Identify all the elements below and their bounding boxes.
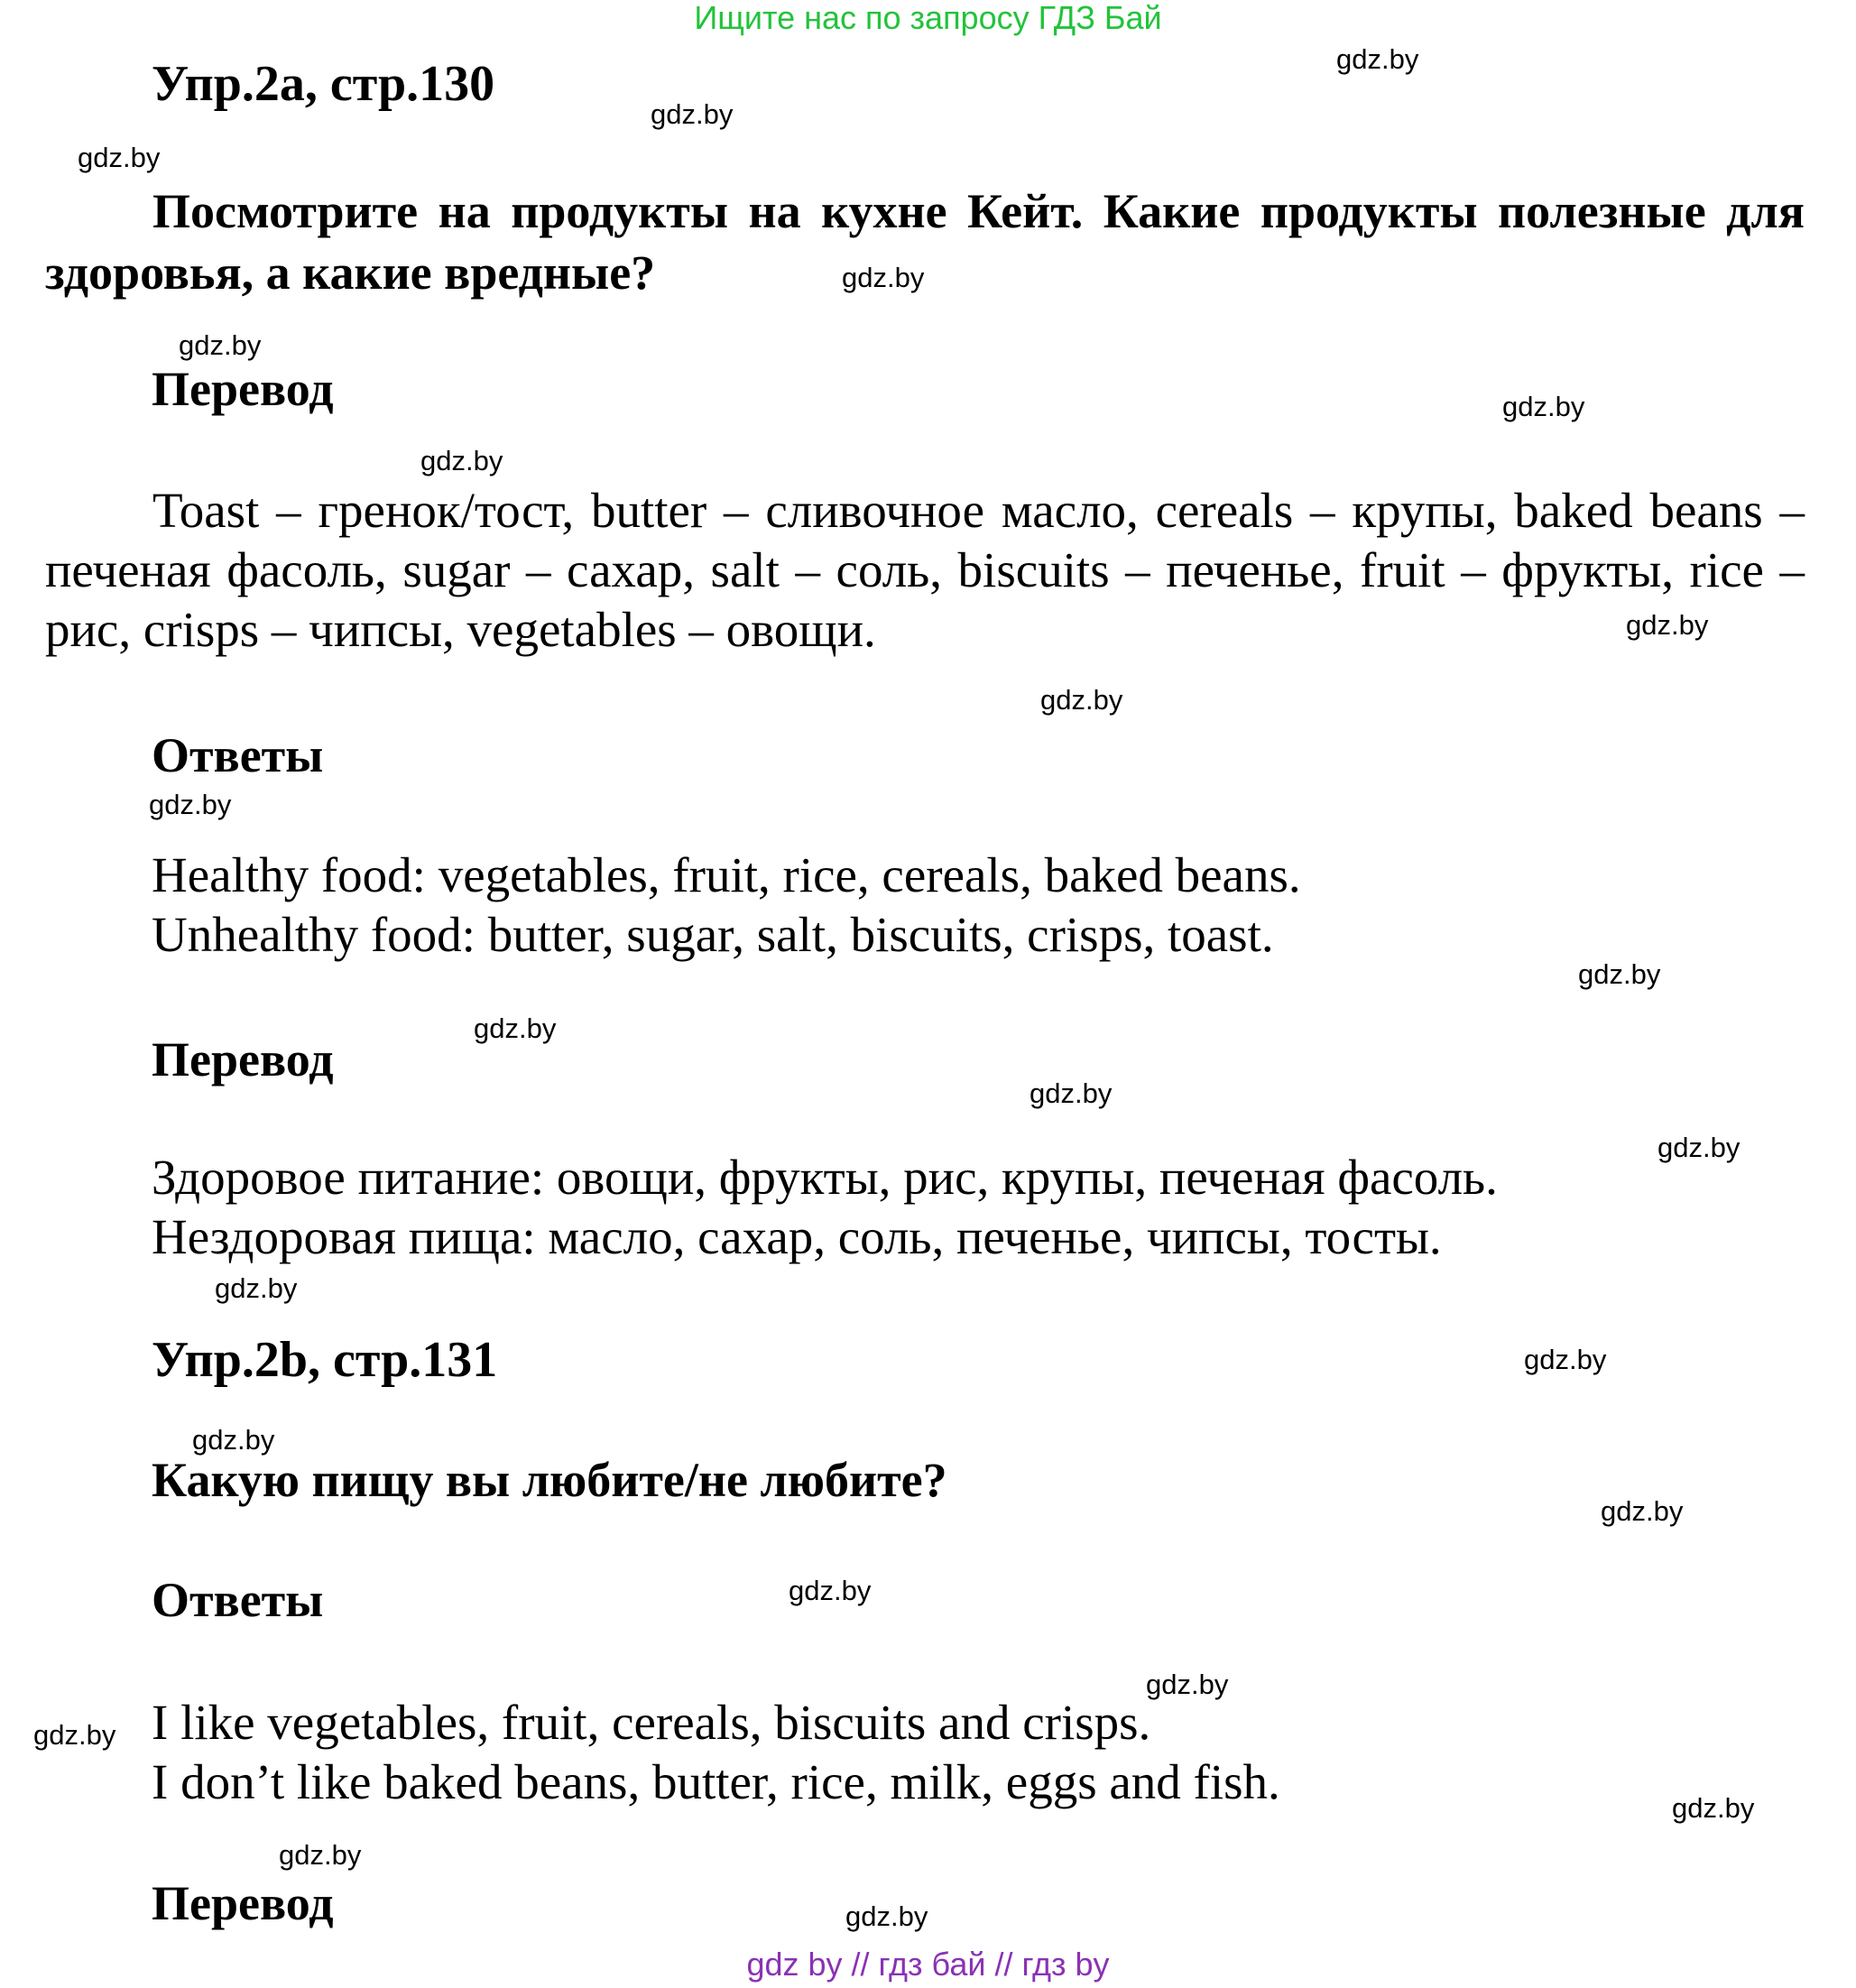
exercise-a-title: Упр.2а, стр.130 [152, 56, 495, 112]
exercise-a-translation2-heading: Перевод [152, 1032, 334, 1086]
watermark: gdz.by [1040, 684, 1123, 716]
exercise-b-answer-like: I like vegetables, fruit, cereals, biscuits and crisps. [152, 1695, 1151, 1750]
exercise-a-translation-heading: Перевод [152, 362, 334, 416]
watermark: gdz.by [474, 1012, 557, 1044]
watermark: gdz.by [1578, 958, 1661, 990]
exercise-a-translation-healthy: Здоровое питание: овощи, фрукты, рис, крупы, печеная фасоль. [152, 1150, 1498, 1205]
top-banner: Ищите нас по запросу ГДЗ Бай [694, 0, 1162, 36]
watermark: gdz.by [651, 98, 734, 130]
watermark: gdz.by [192, 1424, 275, 1456]
exercise-a-answer-healthy: Healthy food: vegetables, fruit, rice, cereals, baked beans. [152, 847, 1301, 902]
watermark: gdz.by [1657, 1132, 1741, 1163]
exercise-b-answer-dislike: I don’t like baked beans, butter, rice, milk, eggs and fish. [152, 1754, 1280, 1809]
exercise-a-answers-heading: Ответы [152, 728, 324, 782]
exercise-a-translation-unhealthy: Нездоровая пища: масло, сахар, соль, печенье, чипсы, тосты. [152, 1209, 1442, 1264]
watermark: gdz.by [215, 1272, 298, 1304]
watermark: gdz.by [842, 262, 925, 293]
watermark: gdz.by [1336, 43, 1419, 75]
watermark: gdz.by [1524, 1344, 1607, 1375]
exercise-b-task: Какую пищу вы любите/не любите? [152, 1453, 947, 1507]
watermark: gdz.by [1146, 1669, 1229, 1700]
exercise-a-answer-unhealthy: Unhealthy food: butter, sugar, salt, biscuits, crisps, toast. [152, 907, 1274, 962]
exercise-b-answers-heading: Ответы [152, 1573, 324, 1627]
watermark: gdz.by [33, 1719, 116, 1751]
watermark: gdz.by [420, 445, 503, 476]
footer: gdz by // гдз бай // гдз by [746, 1946, 1110, 1983]
watermark: gdz.by [78, 142, 161, 173]
watermark: gdz.by [1601, 1495, 1684, 1527]
exercise-b-translation-heading: Перевод [152, 1876, 334, 1930]
exercise-a-task: Посмотрите на продукты на кухне Кейт. Какие продукты полезные для здоровья, а какие вредные? [45, 184, 1805, 300]
watermark: gdz.by [789, 1575, 872, 1606]
watermark: gdz.by [279, 1839, 362, 1871]
exercise-b-title: Упр.2b, стр.131 [152, 1332, 498, 1388]
watermark: gdz.by [1030, 1077, 1113, 1109]
watermark: gdz.by [1672, 1792, 1755, 1824]
watermark: gdz.by [1502, 391, 1585, 422]
watermark: gdz.by [1626, 609, 1709, 641]
exercise-a-vocabulary: Toast – гренок/тост, butter – сливочное масло, cereals – крупы, baked beans – печеная фасоль, sugar – сахар, salt – соль, biscuits – печенье, fruit – фрукты, rice – рис, crisps – чипсы, vegetables – овощи. [45, 483, 1805, 657]
watermark: gdz.by [149, 789, 232, 820]
watermark: gdz.by [179, 329, 262, 361]
watermark: gdz.by [845, 1900, 928, 1932]
